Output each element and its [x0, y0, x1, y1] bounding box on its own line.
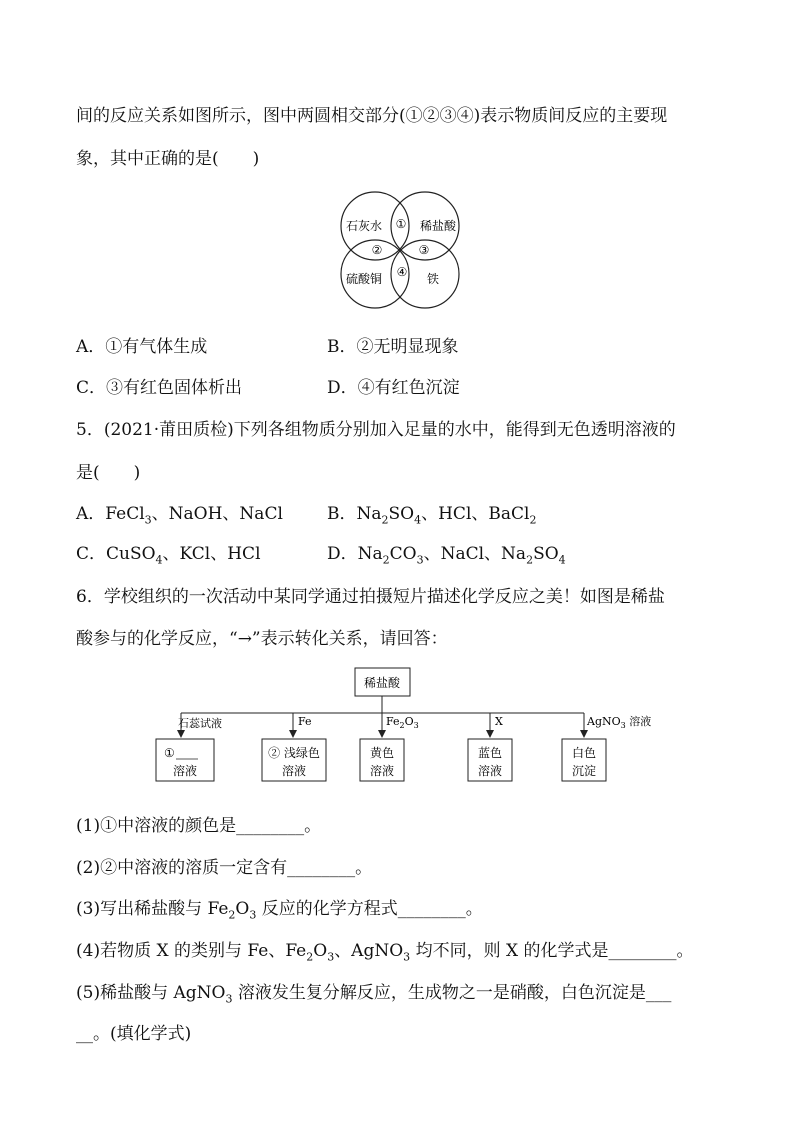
q5-option-c: C．CuSO$_4$、KCl、HCl — [76, 544, 261, 567]
flow-label-agno3: AgNO$_3$ 溶液 — [587, 715, 652, 730]
flow-box-2-bottom: 溶液 — [281, 764, 307, 778]
sub-question-2: (2)②中溶液的溶质一定含有________。 — [76, 858, 373, 878]
question-6-stem: 酸参与的化学反应，“→”表示转化关系，请回答： — [76, 629, 448, 649]
sub-question-1: (1)①中溶液的颜色是________。 — [76, 816, 322, 836]
question-5-stem: 是( ) — [76, 463, 141, 483]
flow-box-4-bottom: 溶液 — [477, 764, 503, 778]
sub-question-4: (4)若物质 X 的类别与 Fe、$Fe_2O_3$、AgNO$_3$ 均不同，则 X 的化学式是________。 — [76, 941, 694, 964]
venn-diagram — [335, 188, 467, 312]
sub-question-3: (3)写出稀盐酸与 $Fe_2O_3$ 反应的化学方程式________。 — [76, 899, 483, 922]
venn-label-cuso4: 硫酸铜 — [345, 272, 383, 286]
question-text-line: 象，其中正确的是( ) — [76, 149, 260, 169]
sub-question-5: (5)稀盐酸与 AgNO$_3$ 溶液发生复分解反应，生成物之一是硝酸，白色沉淀是___ — [76, 983, 672, 1006]
question-5-stem: 5．(2021·莆田质检)下列各组物质分别加入足量的水中，能得到无色透明溶液的 — [76, 420, 676, 440]
question-6-stem: 6．学校组织的一次活动中某同学通过拍摄短片描述化学反应之美！如图是稀盐 — [76, 587, 665, 607]
flow-diagram — [150, 665, 670, 790]
flow-box-5-bottom: 沉淀 — [571, 764, 597, 778]
flow-box-1-bottom: 溶液 — [172, 764, 198, 778]
venn-label-limewater: 石灰水 — [345, 219, 383, 233]
flow-box-4-top: 蓝色 — [477, 746, 503, 760]
venn-label-hcl: 稀盐酸 — [419, 219, 457, 233]
option-a: A．①有气体生成 — [76, 337, 208, 357]
q5-option-d: D．$Na_2CO_3$、NaCl、$Na_2SO_4$ — [327, 544, 566, 567]
flow-label-fe2o3: $Fe_2O_3$ — [386, 715, 419, 730]
venn-intersect-1: ① — [395, 217, 407, 231]
flow-label-x: X — [495, 715, 503, 728]
flow-label-litmus: 石蕊试液 — [178, 717, 222, 730]
flow-box-2-top: ② 浅绿色 — [268, 746, 320, 760]
flow-box-1-top: ① — [164, 746, 175, 760]
flow-top-label: 稀盐酸 — [363, 676, 401, 690]
venn-intersect-4: ④ — [396, 265, 408, 279]
venn-intersect-3: ③ — [418, 243, 430, 257]
option-c: C．③有红色固体析出 — [76, 378, 243, 398]
q5-option-b: B．$Na_2SO_4$、HCl、BaCl$_2$ — [327, 504, 537, 527]
option-b: B．②无明显现象 — [327, 337, 459, 357]
flow-label-fe: Fe — [298, 715, 312, 728]
question-text-line: 间的反应关系如图所示，图中两圆相交部分(①②③④)表示物质间反应的主要现 — [76, 106, 668, 126]
flow-box-5-top: 白色 — [571, 746, 597, 760]
q5-option-a: A．FeCl$_3$、NaOH、NaCl — [76, 504, 283, 527]
venn-label-iron: 铁 — [426, 272, 440, 286]
option-d: D．④有红色沉淀 — [327, 378, 460, 398]
flow-box-3-top: 黄色 — [369, 746, 395, 760]
sub-question-5-cont: __。(填化学式) — [76, 1024, 192, 1044]
venn-intersect-2: ② — [371, 243, 383, 257]
flow-box-3-bottom: 溶液 — [369, 764, 395, 778]
